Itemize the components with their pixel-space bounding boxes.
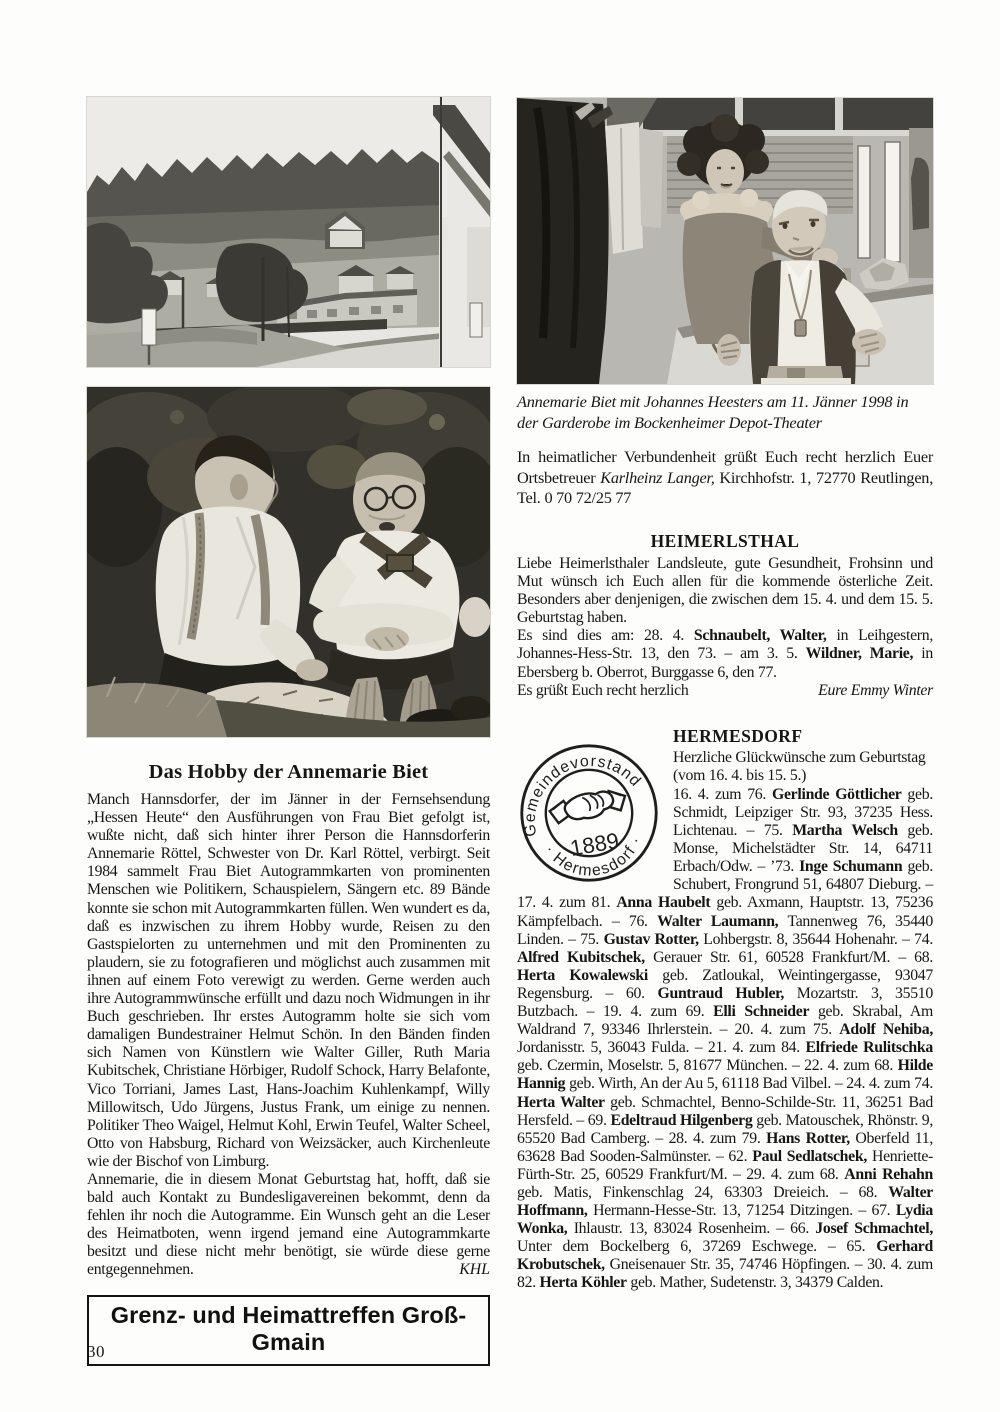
heimerlsthal-closing bbox=[517, 682, 933, 700]
right-column bbox=[517, 98, 933, 1293]
page-number: 30 bbox=[87, 1342, 105, 1361]
heimerlsthal-paragraph-1: Liebe Heimerlsthaler Landsleute, gute Gesundheit, Frohsinn und Mut wünsch ich Euch allen für die kommende österliche Zeit. Besonders aber denjenigen, die zwischen dem 15. 4. und dem 15. 5. Geburtstag haben. bbox=[517, 554, 933, 627]
stamp-bottom-text: · Hermesdorf · bbox=[541, 833, 646, 880]
men-in-grass-photo bbox=[87, 387, 490, 737]
footer-box bbox=[87, 1295, 490, 1366]
hermesdorf-birthday-list: 16. 4. zum 76. Gerlinde Göttlicher geb. Schmidt, Leipziger Str. 93, 37235 Hess. Lichtenau. – 75. Martha Welsch geb. Monse, Michelstädter Str. 14, 64711 Erbach/Odw. – ’73. Inge Schumann geb. Schubert, Frongrund 51, 64807 Dieburg. – 17. 4. zum 81. Anna Haubelt geb. Axmann, Hauptstr. 13, 75236 Kämpfelbach. – 76. Walter Laumann, Tannenweg 76, 35440 Linden. – 75. Gustav Rotter, Lohbergstr. 8, 35644 Hohenahr. – 74. Alfred Kubitschek, Gerauer Str. 61, 60528 Frankfurt/M. – 68. Herta Kowalewski geb. Zatloukal, Weintingergasse, 93047 Regensburg. – 60. Guntraud Hubler, Mozartstr. 3, 35510 Butzbach. – 19. 4. zum 69. Elli Schneider geb. Skrabal, Am Waldrand 7, 93346 Ihrlerstein. – 20. 4. zum 75. Adolf Nehiba, Jordanisstr. 5, 36043 Fulda. – 21. 4. zum 84. Elfriede Rulitschka geb. Czermin, Moselstr. 5, 81677 München. – 22. 4. zum 68. Hilde Hannig geb. Wirth, An der Au 5, 61118 Bad Vilbel. – 24. 4. zum 74. Herta Walter geb. Schmachtel, Benno-Schilde-Str. 11, 36251 Bad Hersfeld. – 69. Edeltraud Hilgenberg geb. Matouschek, Rhönstr. 9, 65520 Bad Camberg. – 28. 4. zum 79. Hans Rotter, Oberfeld 11, 63628 Bad Sooden-Salmünster. – 62. Paul Sedlatschek, Henriette-Fürth-Str. 25, 60529 Frankfurt/M. – 29. 4. zum 68. Anni Rehahn geb. Matis, Finkenschlag 24, 63303 Dreieich. – 68. Walter Hoffmann, Hermann-Hesse-Str. 13, 71254 Ditzingen. – 67. Lydia Wonka, Ihlaustr. 13, 83024 Rosenheim. – 66. Josef Schmachtel, Unter dem Bockelberg 6, 37269 Eschwege. – 65. Gerhard Krobutschek, Gneisenauer Str. 35, 74746 Höpfingen. – 30. 4. zum 82. Herta Köhler geb. Mather, Sudetenstr. 3, 34379 Calden. bbox=[517, 785, 934, 1292]
greeting-paragraph: In heimatlicher Verbundenheit grüßt Euch recht herzlich Euer Ortsbetreuer Karlheinz Langer, Kirchhofstr. 1, 72770 Reutlingen, Tel. 0 70 72/25 77 bbox=[517, 447, 934, 508]
left-column bbox=[87, 97, 490, 1366]
hobby-paragraph-1: Manch Hannsdorfer, der im Jänner in der Fernsehsendung „Hessen Heute“ den Ausführungen von Frau Biet gefolgt ist, wußte nicht, daß sich hinter ihrer Person die Hannsdorferin Annemarie Röttel, Schwester von Dr. Karl Röttel, verbirgt. Seit 1984 sammelt Frau Biet Autogrammkarten von prominenten Menschen wie Politikern, Schauspielern, Sängern etc. 89 Bände konnte sie schon mit Autogrammkarten füllen. Wen wundert es da, daß es inzwischen zu ihrem Hobby wurde, Reisen zu den Gastspielorten zu unternehmen und mit den Prominenten zu plaudern, sie zu fotografieren und möglichst auch zusammen mit ihnen auf einem Foto verewigt zu werden. Gerne werden auch ihre Autogrammwünsche erfüllt und dazu noch Widmungen in ihr Buch geschrieben. Ihr erstes Autogramm holte sie sich vom damaligen Bundestrainer Helmut Schön. In den Bänden finden sich Namen von Künstlern wie Walter Giller, Ruth Maria Kubitschek, Christiane Hörbiger, Rudolf Schock, Harry Belafonte, Vico Torriani, James Last, Hans-Joachim Kuhlenkampf, Willy Millowitsch, Udo Jürgens, Justus Frank, um einige zu nennen. Politiker Theo Waigel, Helmut Kohl, Erwin Teufel, Walter Scheel, Otto von Habsburg, Richard von Weizsäcker, auch Kirchenleute wie der Bischof von Limburg. bbox=[87, 791, 490, 1170]
footer-box-title: Grenz- und Heimattreffen Groß-Gmain bbox=[110, 1301, 467, 1355]
hobby-paragraph-2 bbox=[87, 1171, 490, 1280]
closing-text: Es grüßt Euch recht herzlich bbox=[517, 681, 689, 699]
heimerlsthal-paragraph-2: Es sind dies am: 28. 4. Schnaubelt, Walter, in Leihgestern, Johannes-Hess-Str. 13, den 73. – am 3. 5. Wildner, Marie, in Ebersberg b. Oberrot, Burggasse 6, den 77. bbox=[517, 627, 933, 681]
author-initials: KHL bbox=[459, 1261, 490, 1279]
dressing-room-photo bbox=[517, 98, 933, 384]
closing-signature: Eure Emmy Winter bbox=[818, 681, 933, 699]
stamp-year: 1889 bbox=[568, 827, 621, 861]
hermesdorf-stamp bbox=[517, 738, 661, 888]
hermesdorf-section bbox=[517, 726, 933, 1293]
stamp-top-text: Gemeindevorstand bbox=[521, 752, 645, 838]
handshake-icon bbox=[548, 787, 628, 825]
hermesdorf-title: HERMESDORF bbox=[673, 725, 803, 746]
hobby-article-title: Das Hobby der Annemarie Biet bbox=[148, 761, 429, 783]
village-photo bbox=[87, 97, 490, 367]
hobby-paragraph-2-text: Annemarie, die in diesem Monat Geburtstag hat, hofft, daß sie bald auch Kontakt zu Bundesligavereinen bekommt, denn da fehlen ihr noch die Autogramme. Ein Wunsch geht an die Leser des Heimatboten, wenn irgend jemand eine Autogrammkarte besitzt und diese nicht mehr benötigt, sie würde diese gerne entgegennehmen. bbox=[87, 1170, 490, 1279]
hermesdorf-intro-line-1: Herzliche Glückwünsche zum Geburtstag bbox=[673, 748, 926, 766]
heimerlsthal-title: HEIMERLSTHAL bbox=[650, 530, 800, 551]
hermesdorf-intro-line-2: (vom 16. 4. bis 15. 5.) bbox=[673, 767, 807, 785]
photo-caption: Annemarie Biet mit Johannes Heesters am 11. Jänner 1998 in der Garderobe im Bockenheimer Depot-Theater bbox=[517, 392, 909, 432]
